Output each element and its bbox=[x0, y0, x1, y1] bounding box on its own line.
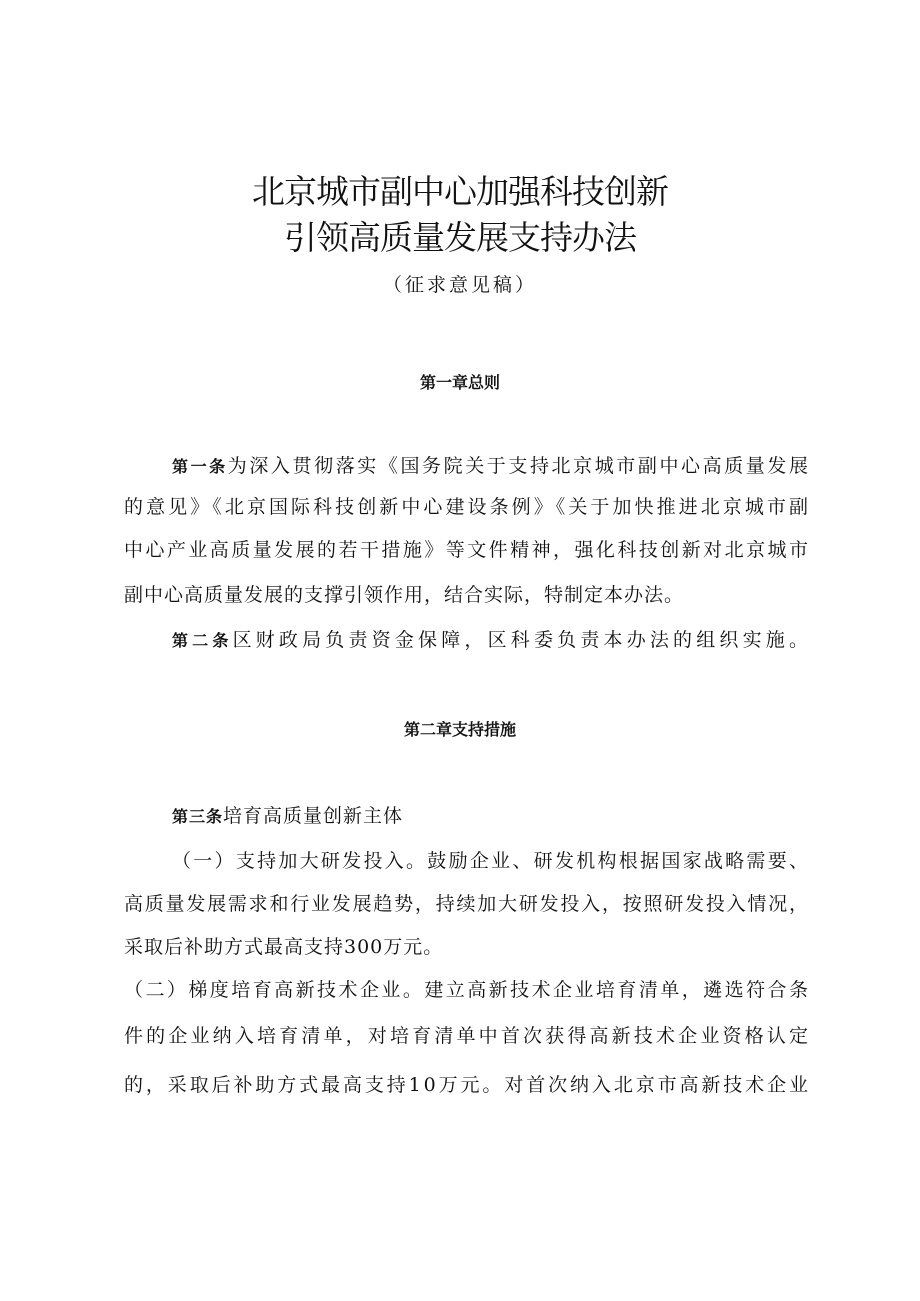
article-1-line-1 bbox=[172, 453, 811, 480]
article-3-label: 第三条 bbox=[172, 807, 224, 826]
draft-subtitle: （征求意见稿） bbox=[382, 274, 537, 296]
item-1-line-2: 高质量发展需求和行业发展趋势，持续加大研发投入，按照研发投入情况， bbox=[124, 893, 810, 915]
article-1-text-1: 为深入贯彻落实《国务院关于支持北京城市副中心高质量发展 bbox=[227, 455, 811, 477]
article-1-line-2: 的意见》《北京国际科技创新中心建设条例》《关于加快推进北京城市副 bbox=[124, 496, 812, 518]
article-1-line-3: 中心产业高质量发展的若干措施》等文件精神，强化科技创新对北京城市 bbox=[124, 539, 811, 561]
item-1-line-3: 采取后补助方式最高支持300万元。 bbox=[124, 936, 444, 958]
item-2-line-3: 的，采取后补助方式最高支持10万元。对首次纳入北京市高新技术企业 bbox=[124, 1074, 811, 1096]
item-2-line-1: （二）梯度培育高新技术企业。建立高新技术企业培育清单，遴选符合条 bbox=[124, 979, 811, 1001]
article-2-label: 第二条 bbox=[172, 631, 233, 650]
article-2-line-1 bbox=[172, 627, 812, 654]
article-1-line-4: 副中心高质量发展的支撑引领作用，结合实际，特制定本办法。 bbox=[124, 584, 685, 606]
title-line-2: 引领高质量发展支持办法 bbox=[284, 218, 636, 257]
chapter-2-heading: 第二章支持措施 bbox=[403, 720, 516, 739]
article-3-text: 培育高质量创新主体 bbox=[223, 805, 404, 827]
article-1-label: 第一条 bbox=[172, 457, 228, 476]
item-1-line-1: （一）支持加大研发投入。鼓励企业、研发机构根据国家战略需要、 bbox=[172, 850, 811, 872]
title-line-1: 北京城市副中心加强科技创新 bbox=[252, 172, 668, 211]
article-2-text: 区财政局负责资金保障，区科委负责本办法的组织实施。 bbox=[232, 629, 813, 651]
item-2-line-2: 件的企业纳入培育清单，对培育清单中首次获得高新技术企业资格认定 bbox=[124, 1025, 812, 1047]
article-3-line-1 bbox=[172, 803, 403, 830]
chapter-1-heading: 第一章总则 bbox=[419, 373, 500, 392]
